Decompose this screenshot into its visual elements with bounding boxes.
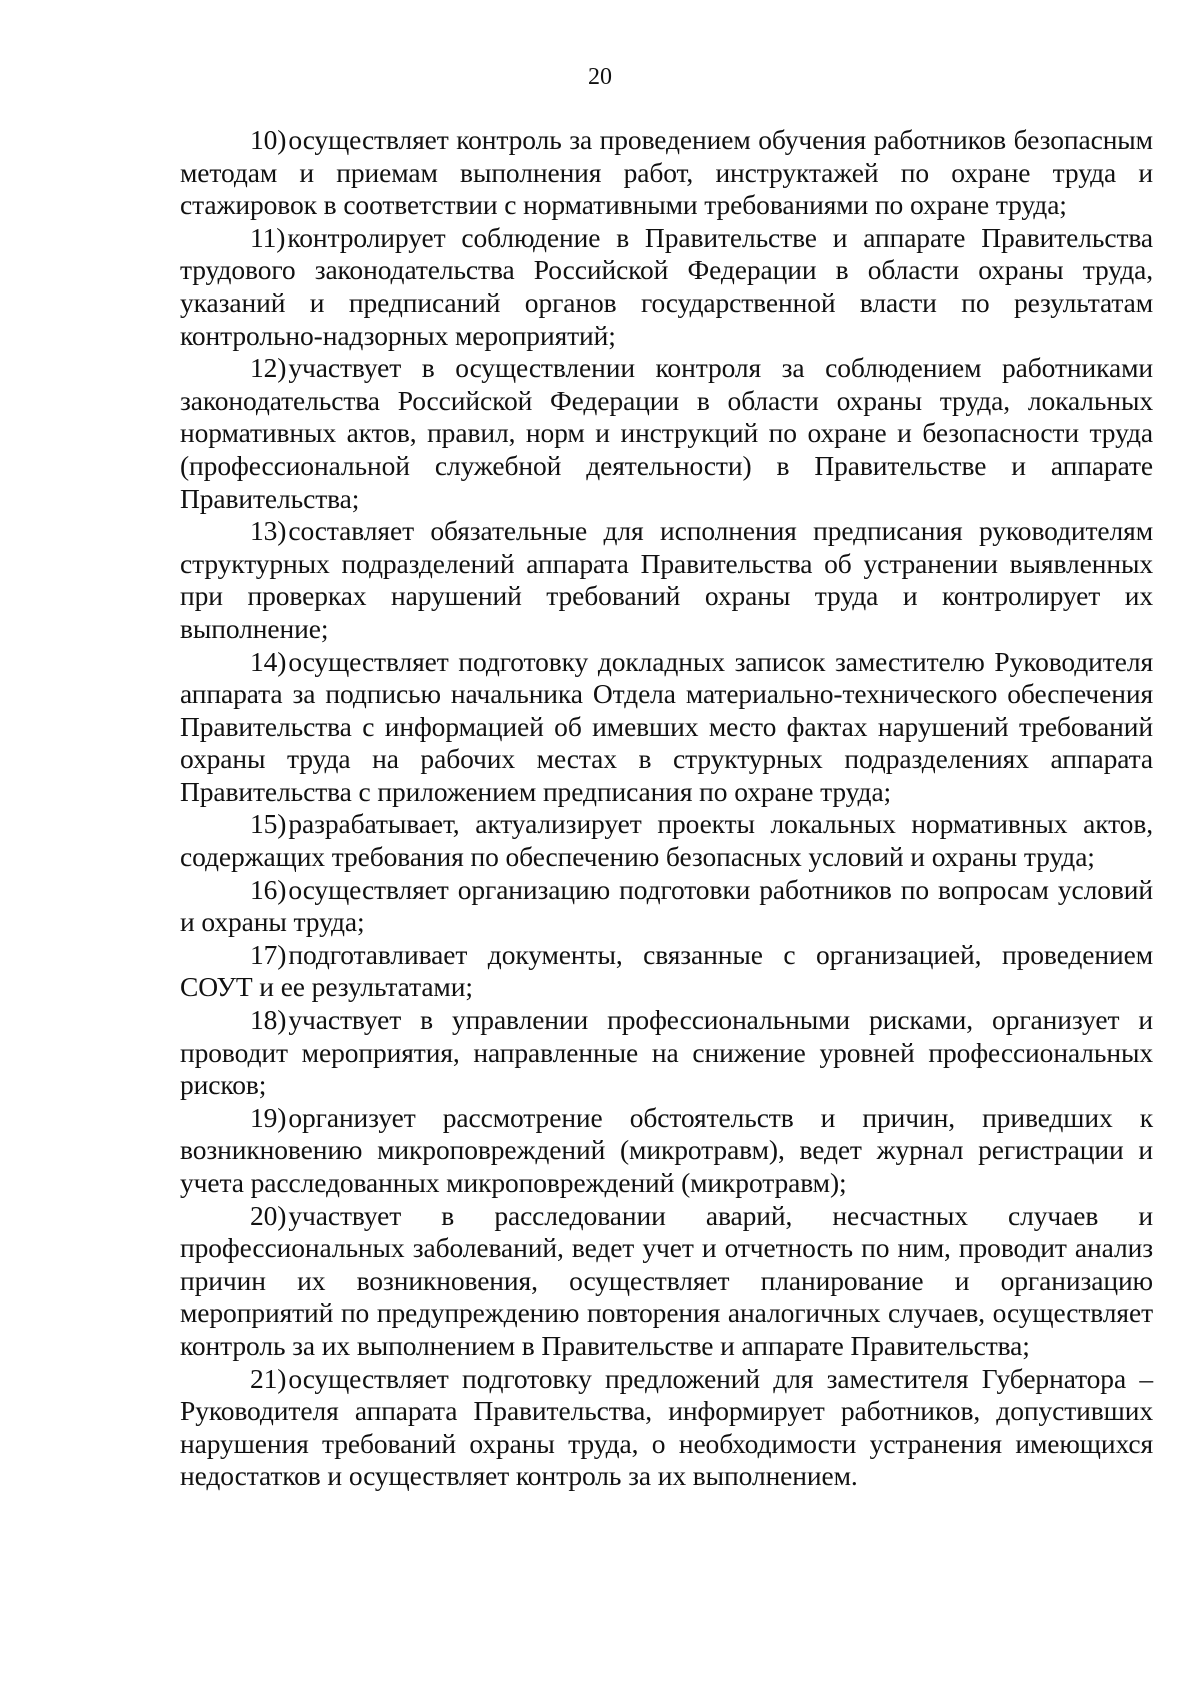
list-item — [180, 939, 1153, 1004]
list-item — [180, 515, 1153, 645]
item-number: 15) — [250, 808, 287, 840]
item-text: участвует в расследовании аварий, несчастных случаев и профессиональных заболеваний, ведет учет и отчетность по ним, проводит анализ причин их возникновения, осуществляет планирование и организацию мероприятий по предупреждению повторения аналогичных случаев, осуществляет контроль за их выполнением в Правительстве и аппарате Правительства; — [180, 1199, 1153, 1361]
item-text: организует рассмотрение обстоятельств и причин, приведших к возникновению микроповреждений (микротравм), ведет журнал регистрации и учета расследованных микроповреждений (микротравм); — [180, 1101, 1153, 1198]
list-item — [180, 1200, 1153, 1363]
list-item — [180, 352, 1153, 515]
item-number: 20) — [250, 1199, 287, 1231]
item-text: осуществляет подготовку докладных записок заместителю Руководителя аппарата за подписью начальника Отдела материально-технического обеспечения Правительства с информацией об имевших место фактах нарушений требований охраны труда на рабочих местах в структурных подразделениях аппарата Правительства с приложением предписания по охране труда; — [180, 645, 1153, 807]
item-number: 17) — [250, 938, 287, 970]
item-number: 16) — [250, 873, 287, 905]
list-item — [180, 1004, 1153, 1102]
page-number: 20 — [588, 64, 612, 90]
item-text: участвует в управлении профессиональными рисками, организует и проводит мероприятия, направленные на снижение уровней профессиональных рисков; — [180, 1004, 1153, 1101]
item-text: контролирует соблюдение в Правительстве и аппарате Правительства трудового законодательства Российской Федерации в области охраны труда, указаний и предписаний органов государственной власти по результатам контрольно-надзорных мероприятий; — [180, 221, 1153, 351]
list-item — [180, 646, 1153, 809]
item-number: 10) — [250, 124, 287, 155]
list-item — [180, 1102, 1153, 1200]
list-item — [180, 808, 1153, 873]
item-text: осуществляет контроль за проведением обучения работников безопасным методам и приемам выполнения работ, инструктажей по охране труда и стажировок в соответствии с нормативными требованиями по охране труда; — [180, 124, 1153, 221]
item-text: составляет обязательные для исполнения предписания руководителям структурных подразделений аппарата Правительства об устранении выявленных при проверках нарушений требований охраны труда и контролирует их выполнение; — [180, 515, 1153, 644]
item-number: 12) — [250, 352, 287, 384]
item-text: осуществляет организацию подготовки работников по вопросам условий и охраны труда; — [180, 873, 1153, 938]
list-item — [180, 1363, 1153, 1493]
item-text: участвует в осуществлении контроля за соблюдением работниками законодательства Российской Федерации в области охраны труда, локальных нормативных актов, правил, норм и инструкций по охране и безопасности труда (профессиональной служебной деятельности) в Правительстве и аппарате Правительства; — [180, 352, 1153, 514]
item-text: подготавливает документы, связанные с организацией, проведением СОУТ и ее результатами; — [180, 938, 1153, 1003]
item-number: 14) — [250, 645, 287, 677]
list-item — [180, 222, 1153, 352]
list-item — [180, 874, 1153, 939]
item-number: 13) — [250, 515, 287, 547]
item-number: 11) — [250, 221, 286, 253]
list-item — [180, 124, 1153, 222]
item-text: осуществляет подготовку предложений для заместителя Губернатора – Руководителя аппарата Правительства, информирует работников, допустивших нарушения требований охраны труда, о необходимости устранения имеющихся недостатков и осуществляет контроль за их выполнением. — [180, 1362, 1153, 1492]
item-number: 21) — [250, 1362, 287, 1394]
item-number: 19) — [250, 1101, 287, 1133]
item-number: 18) — [250, 1004, 287, 1036]
document-body — [180, 124, 1153, 1493]
item-text: разрабатывает, актуализирует проекты локальных нормативных актов, содержащих требования по обеспечению безопасных условий и охраны труда; — [180, 808, 1153, 873]
